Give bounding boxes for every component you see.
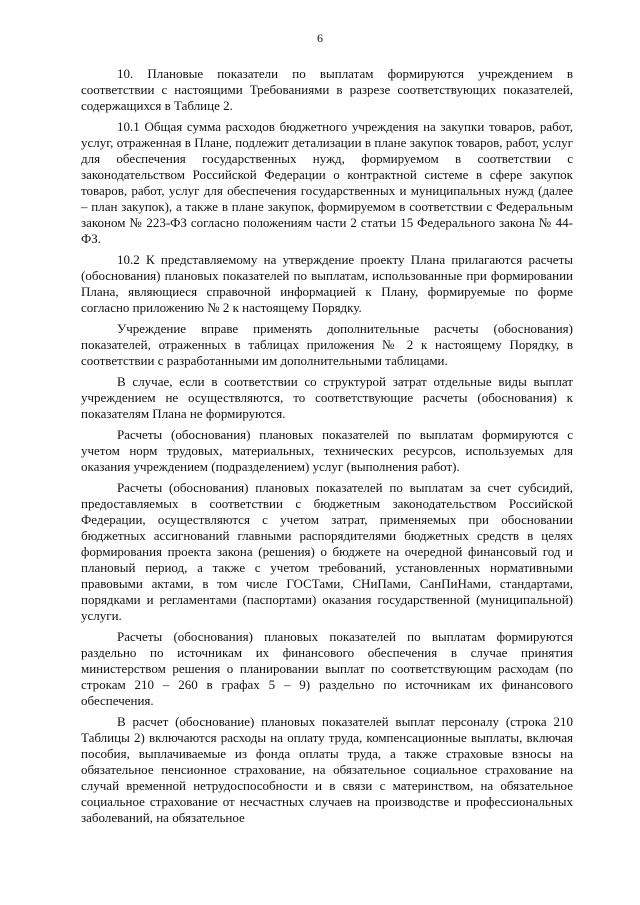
paragraph-10-2: 10.2 К представляемому на утверждение проекту Плана прилагаются расчеты (обоснования) плановых показателей по выплатам, использованные при формировании Плана, являющиеся справочной информацией к Плану, формируемые по форме согласно приложению № 2 к настоящему Порядку. bbox=[81, 252, 573, 315]
paragraph-additional-calculations: Учреждение вправе применять дополнительные расчеты (обоснования) показателей, отраженных в таблицах приложения № 2 к настоящему Порядку, в соответствии с разработанными им дополнительными таблицами. bbox=[81, 321, 573, 368]
paragraph-10: 10. Плановые показатели по выплатам формируются учреждением в соответствии с настоящими Требованиями в разрезе соответствующих показателей, содержащихся в Таблице 2. bbox=[81, 66, 573, 113]
paragraph-sources: Расчеты (обоснования) плановых показателей по выплатам формируются раздельно по источникам их финансового обеспечения в случае принятия министерством решения о планировании выплат по соответствующим расходам (по строкам 210 – 260 в графах 5 – 9) раздельно по источникам их финансового обеспечения. bbox=[81, 629, 573, 708]
paragraph-personnel: В расчет (обоснование) плановых показателей выплат персоналу (строка 210 Таблицы 2) включаются расходы на оплату труда, компенсационные выплаты, включая пособия, выплачиваемые из фонда оплаты труда, а также страховые взносы на обязательное пенсионное страхование, на обязательное социальное страхование на случай временной нетрудоспособности и в связи с материнством, на обязательное социальное страхование от несчастных случаев на производстве и профессиональных заболеваний, на обязательное bbox=[81, 714, 573, 825]
paragraph-10-1: 10.1 Общая сумма расходов бюджетного учреждения на закупки товаров, работ, услуг, отраженная в Плане, подлежит детализации в плане закупок товаров, работ, услуг для обеспечения государственных нужд, формируемом в соответствии с законодательством Российской Федерации о контрактной системе в сфере закупок товаров, работ, услуг для обеспечения государственных и муниципальных нужд (далее – план закупок), а также в плане закупок, формируемом в соответствии с Федеральным законом № 223-ФЗ согласно положениям части 2 статьи 15 Федерального закона № 44-ФЗ. bbox=[81, 119, 573, 246]
paragraph-subsidies: Расчеты (обоснования) плановых показателей по выплатам за счет субсидий, предоставляемых в соответствии с бюджетным законодательством Российской Федерации, осуществляются с учетом затрат, применяемых при обосновании бюджетных ассигнований главными распорядителями бюджетных средств в целях формирования проекта закона (решения) о бюджете на очередной финансовый год и плановый период, а также с учетом требований, установленных нормативными правовыми актами, в том числе ГОСТами, СНиПами, СанПиНами, стандартами, порядками и регламентами (паспортами) оказания государственной (муниципальной) услуги. bbox=[81, 480, 573, 623]
paragraph-norms: Расчеты (обоснования) плановых показателей по выплатам формируются с учетом норм трудовых, материальных, технических ресурсов, используемых для оказания учреждением (подразделением) услуг (выполнения работ). bbox=[81, 427, 573, 474]
page-number: 6 bbox=[317, 31, 323, 45]
document-body bbox=[81, 66, 573, 831]
paragraph-not-performed: В случае, если в соответствии со структурой затрат отдельные виды выплат учреждением не осуществляются, то соответствующие расчеты (обоснования) к показателям Плана не формируются. bbox=[81, 374, 573, 421]
